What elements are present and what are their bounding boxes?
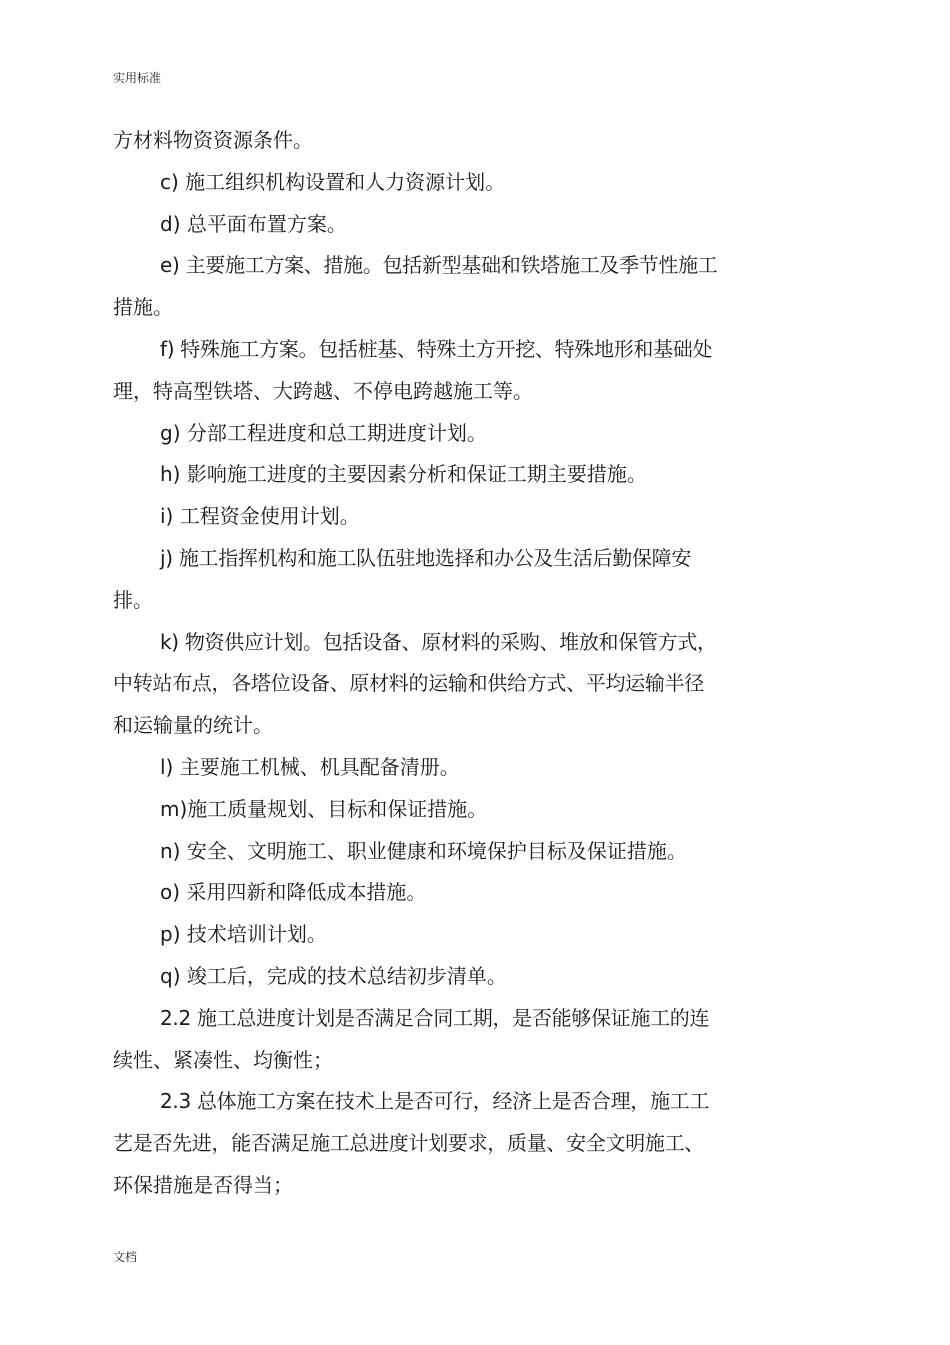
list-item-d: d) 总平面布置方案。 (160, 211, 347, 236)
paragraph-line: 方材料物资资源条件。 (113, 128, 313, 152)
section-2-2: 2.2 施工总进度计划是否满足合同工期，是否能够保证施工的连 (160, 1005, 710, 1030)
list-item-j-continued: 排。 (113, 587, 153, 612)
list-item-g: g) 分部工程进度和总工期进度计划。 (160, 420, 487, 445)
section-2-3: 2.3 总体施工方案在技术上是否可行，经济上是否合理，施工工 (160, 1089, 710, 1114)
section-2-2-continued: 续性、紧凑性、均衡性； (113, 1047, 333, 1072)
list-item-e: e) 主要施工方案、措施。包括新型基础和铁塔施工及季节性施工 (160, 253, 718, 278)
list-item-h: h) 影响施工进度的主要因素分析和保证工期主要措施。 (160, 462, 647, 487)
list-item-k-continued-2: 和运输量的统计。 (113, 713, 273, 738)
list-item-l: l) 主要施工机械、机具配备清册。 (160, 754, 460, 779)
list-item-k-continued-1: 中转站布点，各塔位设备、原材料的运输和供给方式、平均运输半径 (113, 671, 704, 696)
section-2-3-continued-2: 环保措施是否得当； (113, 1172, 293, 1197)
list-item-q: q) 竣工后，完成的技术总结初步清单。 (160, 963, 507, 988)
list-item-m: m)施工质量规划、目标和保证措施。 (160, 796, 488, 821)
page-footer: 文档 (113, 1250, 138, 1264)
list-item-i: i) 工程资金使用计划。 (160, 504, 360, 529)
list-item-c: c) 施工组织机构设置和人力资源计划。 (160, 169, 506, 194)
list-item-f-continued: 理，特高型铁塔、大跨越、不停电跨越施工等。 (113, 378, 533, 403)
document-body (113, 120, 781, 1207)
list-item-o: o) 采用四新和降低成本措施。 (160, 880, 427, 905)
list-item-j: j) 施工指挥机构和施工队伍驻地选择和办公及生活后勤保障安 (160, 545, 692, 570)
list-item-p: p) 技术培训计划。 (160, 922, 327, 947)
list-item-k: k) 物资供应计划。包括设备、原材料的采购、堆放和保管方式， (160, 629, 717, 654)
list-item-e-continued: 措施。 (113, 295, 173, 320)
page-header: 实用标准 (113, 71, 162, 85)
list-item-n: n) 安全、文明施工、职业健康和环境保护目标及保证措施。 (160, 838, 687, 863)
list-item-f: f) 特殊施工方案。包括桩基、特殊土方开挖、特殊地形和基础处 (160, 336, 713, 361)
section-2-3-continued-1: 艺是否先进，能否满足施工总进度计划要求，质量、安全文明施工、 (113, 1131, 704, 1156)
